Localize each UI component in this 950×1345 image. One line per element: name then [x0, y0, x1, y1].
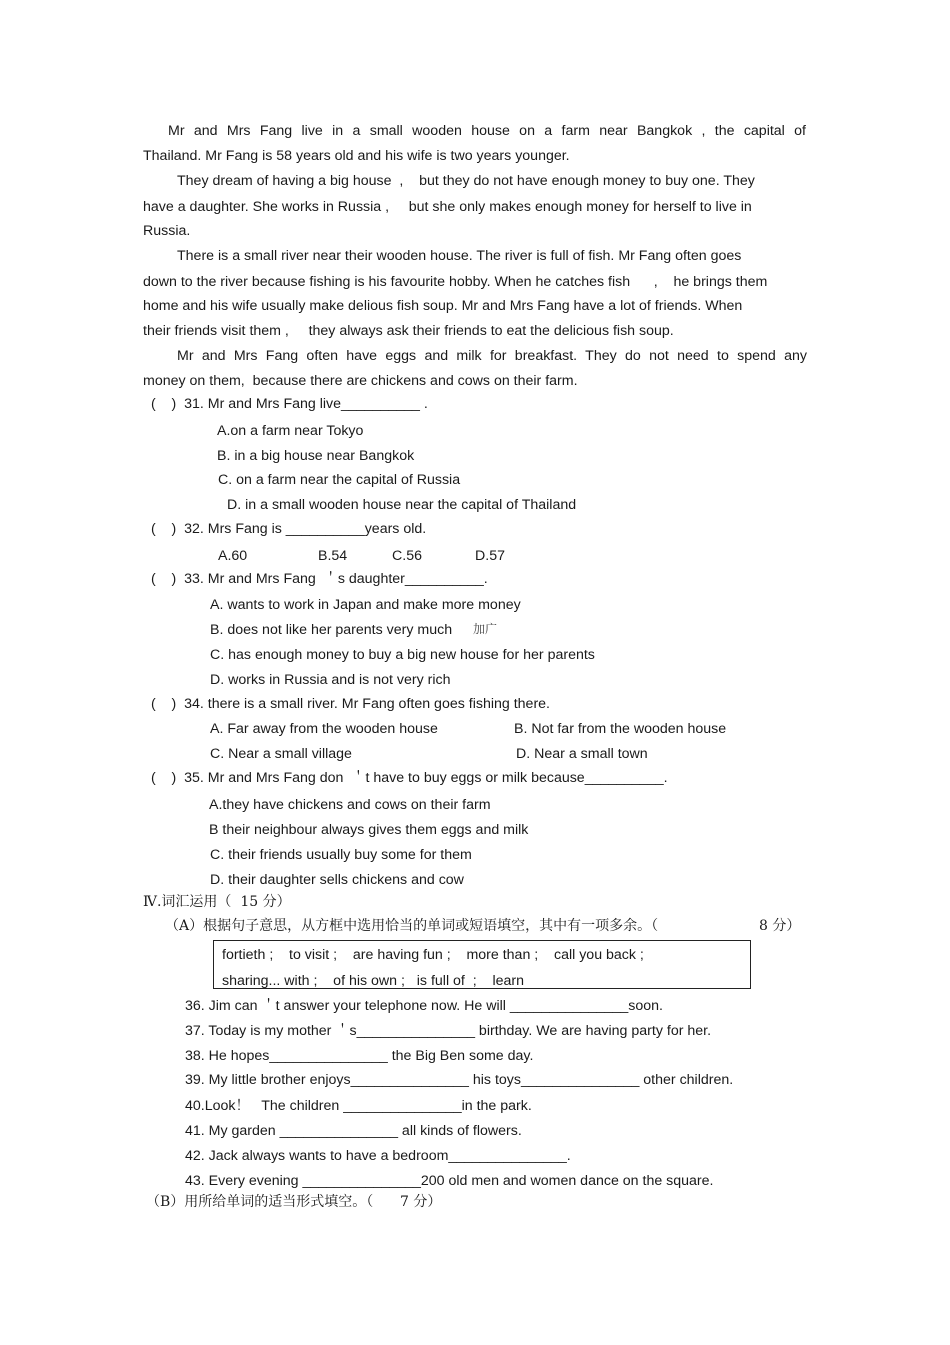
section-4-title: Ⅳ.词汇运用（ 15 分） — [143, 894, 291, 910]
question-35-option-c: C. their friends usually buy some for them — [210, 847, 472, 863]
question-31-option-c: C. on a farm near the capital of Russia — [218, 472, 461, 488]
question-33-option-d: D. works in Russia and is not very rich — [210, 672, 451, 688]
question-31-stem: ( ) 31. Mr and Mrs Fang live__________ . — [151, 396, 428, 412]
passage-p1-line2: Thailand. Mr Fang is 58 years old and his wife is two years younger. — [143, 148, 570, 164]
item-37: 37. Today is my mother ＇s_______________ birthday. We are having party for her. — [185, 1023, 712, 1039]
item-43: 43. Every evening _______________200 old men and women dance on the square. — [185, 1173, 714, 1189]
passage-p3-line4: their friends visit them , they always ask their friends to eat the delicious fish soup. — [143, 323, 674, 339]
passage-p4-line2: money on them, because there are chickens and cows on their farm. — [143, 373, 578, 389]
passage-p1-line1: Mr and Mrs Fang live in a small wooden house on a farm near Bangkok , the capital of — [168, 123, 806, 139]
question-33-option-a: A. wants to work in Japan and make more money — [210, 597, 521, 613]
passage-p2-line2: have a daughter. She works in Russia , but she only makes enough money for herself to live in — [143, 199, 752, 215]
item-42: 42. Jack always wants to have a bedroom_______________. — [185, 1148, 571, 1164]
question-35-option-d: D. their daughter sells chickens and cow — [210, 872, 464, 888]
word-bank-row-2: sharing... with ; of his own ; is full of ; learn — [222, 973, 525, 989]
question-32-option-a: A.60 — [218, 548, 248, 564]
passage-p4-line1: Mr and Mrs Fang often have eggs and milk for breakfast. They do not need to spend any — [177, 348, 807, 364]
item-39: 39. My little brother enjoys_______________ his toys_______________ other children. — [185, 1072, 734, 1088]
part-a-score: 8 分） — [759, 918, 801, 934]
question-34-option-a: A. Far away from the wooden house — [210, 721, 438, 737]
question-33-option-c: C. has enough money to buy a big new house for her parents — [210, 647, 595, 663]
item-41: 41. My garden _______________ all kinds of flowers. — [185, 1123, 522, 1139]
question-31-option-b: B. in a big house near Bangkok — [217, 448, 415, 464]
question-34-option-d: D. Near a small town — [516, 746, 648, 762]
passage-p2-line1: They dream of having a big house , but they do not have enough money to buy one. They — [177, 173, 755, 189]
question-35-option-a: A.they have chickens and cows on their farm — [209, 797, 491, 813]
passage-p2-line3: Russia. — [143, 223, 191, 239]
question-32-stem: ( ) 32. Mrs Fang is __________years old. — [151, 521, 427, 537]
handwritten-note: 加广 — [473, 622, 498, 636]
question-35-stem: ( ) 35. Mr and Mrs Fang don ＇t have to buy eggs or milk because__________. — [151, 770, 668, 786]
question-35-option-b: B their neighbour always gives them eggs and milk — [209, 822, 529, 838]
item-36: 36. Jim can ＇t answer your telephone now. He will _______________soon. — [185, 998, 663, 1014]
question-34-stem: ( ) 34. there is a small river. Mr Fang often goes fishing there. — [151, 696, 550, 712]
passage-p3-line1: There is a small river near their wooden house. The river is full of fish. Mr Fang often goes — [177, 248, 742, 264]
question-34-option-c: C. Near a small village — [210, 746, 352, 762]
passage-p3-line3: home and his wife usually make delious fish soup. Mr and Mrs Fang have a lot of friends. When — [143, 298, 743, 314]
item-40: 40.Look！ The children _______________in the park. — [185, 1098, 532, 1114]
question-34-option-b: B. Not far from the wooden house — [514, 721, 727, 737]
question-31-option-d: D. in a small wooden house near the capital of Thailand — [227, 497, 577, 513]
part-a-instruction: （A）根据句子意思，从方框中选用恰当的单词或短语填空，其中有一项多余。（ — [165, 918, 659, 934]
question-32-option-c: C.56 — [392, 548, 422, 564]
question-33-stem: ( ) 33. Mr and Mrs Fang ＇s daughter__________. — [151, 571, 488, 587]
passage-p3-line2: down to the river because fishing is his favourite hobby. When he catches fish , he brings them — [143, 274, 768, 290]
question-32-option-d: D.57 — [475, 548, 505, 564]
word-bank-row-1: fortieth ; to visit ; are having fun ; more than ; call you back ; — [222, 947, 644, 963]
item-38: 38. He hopes_______________ the Big Ben some day. — [185, 1048, 534, 1064]
question-33-option-b: B. does not like her parents very much — [210, 622, 453, 638]
question-32-option-b: B.54 — [318, 548, 348, 564]
question-31-option-a: A.on a farm near Tokyo — [217, 423, 364, 439]
part-b-instruction: （B）用所给单词的适当形式填空。（ 7 分） — [146, 1194, 442, 1210]
